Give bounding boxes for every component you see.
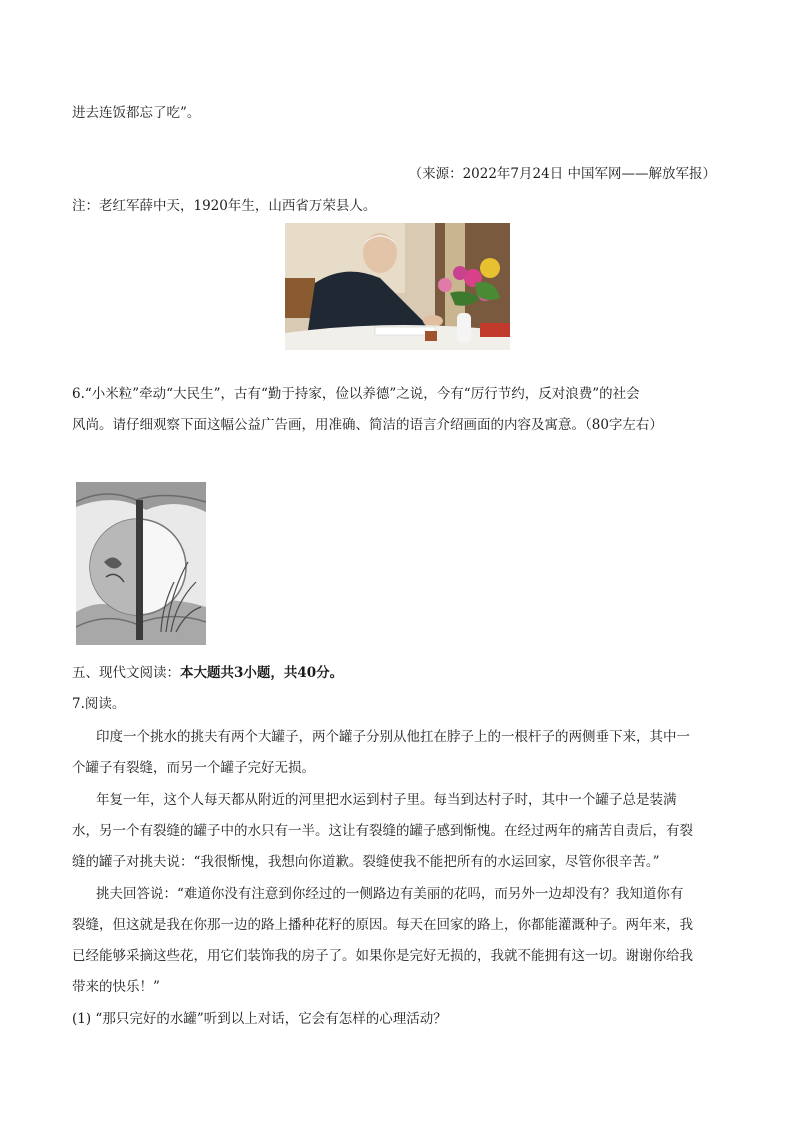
sub-question-1: (1) “那只完好的水罐”听到以上对话，它会有怎样的心理活动？ <box>72 1011 447 1027</box>
section-5-heading <box>72 663 343 683</box>
passage-line: 年复一年，这个人每天都从附近的河里把水运到村子里。每当到达村子时，其中一个罐子总是装满 <box>96 792 677 808</box>
passage-line: 裂缝，但这就是我在你那一边的路上播种花籽的原因。每天在回家的路上，你都能灌溉种子。两年来，我 <box>72 917 693 933</box>
passage-line: 水，另一个有裂缝的罐子中的水只有一半。这让有裂缝的罐子感到惭愧。在经过两年的痛苦自责后，有裂 <box>72 823 693 839</box>
passage-line: 已经能够采摘这些花，用它们装饰我的房子了。如果你是完好无损的，我就不能拥有这一切。谢谢你给我 <box>72 948 693 964</box>
veteran-photo <box>285 223 510 350</box>
question-6-line-2: 风尚。请仔细观察下面这幅公益广告画，用准确、简洁的语言介绍画面的内容及寓意。（80字左右） <box>72 417 663 433</box>
question-7-label: 7.阅读。 <box>72 696 126 712</box>
passage-line: 缝的罐子对挑夫说：“我很惭愧，我想向你道歉。裂缝使我不能把所有的水运回家，尽管你很辛苦。” <box>72 854 660 870</box>
passage-line: 印度一个挑水的挑夫有两个大罐子，两个罐子分别从他扛在脖子上的一根杆子的两侧垂下来，其中一 <box>96 729 690 745</box>
note-line: 注：老红军薛中天，1920年生，山西省万荣县人。 <box>72 198 377 214</box>
passage-line: 带来的快乐！” <box>72 979 160 995</box>
passage-line: 挑夫回答说：“难道你没有注意到你经过的一侧路边有美丽的花吗，而另外一边却没有？我知道你有 <box>96 886 684 902</box>
section-5-info: 本大题共3小题，共40分。 <box>180 665 344 681</box>
passage-line: 个罐子有裂缝，而另一个罐子完好无损。 <box>72 760 315 776</box>
text-line: 进去连饭都忘了吃”。 <box>72 105 201 121</box>
section-5-label: 五、现代文阅读： <box>72 665 180 681</box>
question-6-line-1: 6.“小米粒”牵动“大民生”，古有“勤于持家，俭以养德”之说，今有“厉行节约，反对浪费”的社会 <box>72 386 640 402</box>
source-citation: （来源：2022年7月24日 中国军网——解放军报） <box>408 166 716 182</box>
public-service-poster <box>76 482 206 645</box>
